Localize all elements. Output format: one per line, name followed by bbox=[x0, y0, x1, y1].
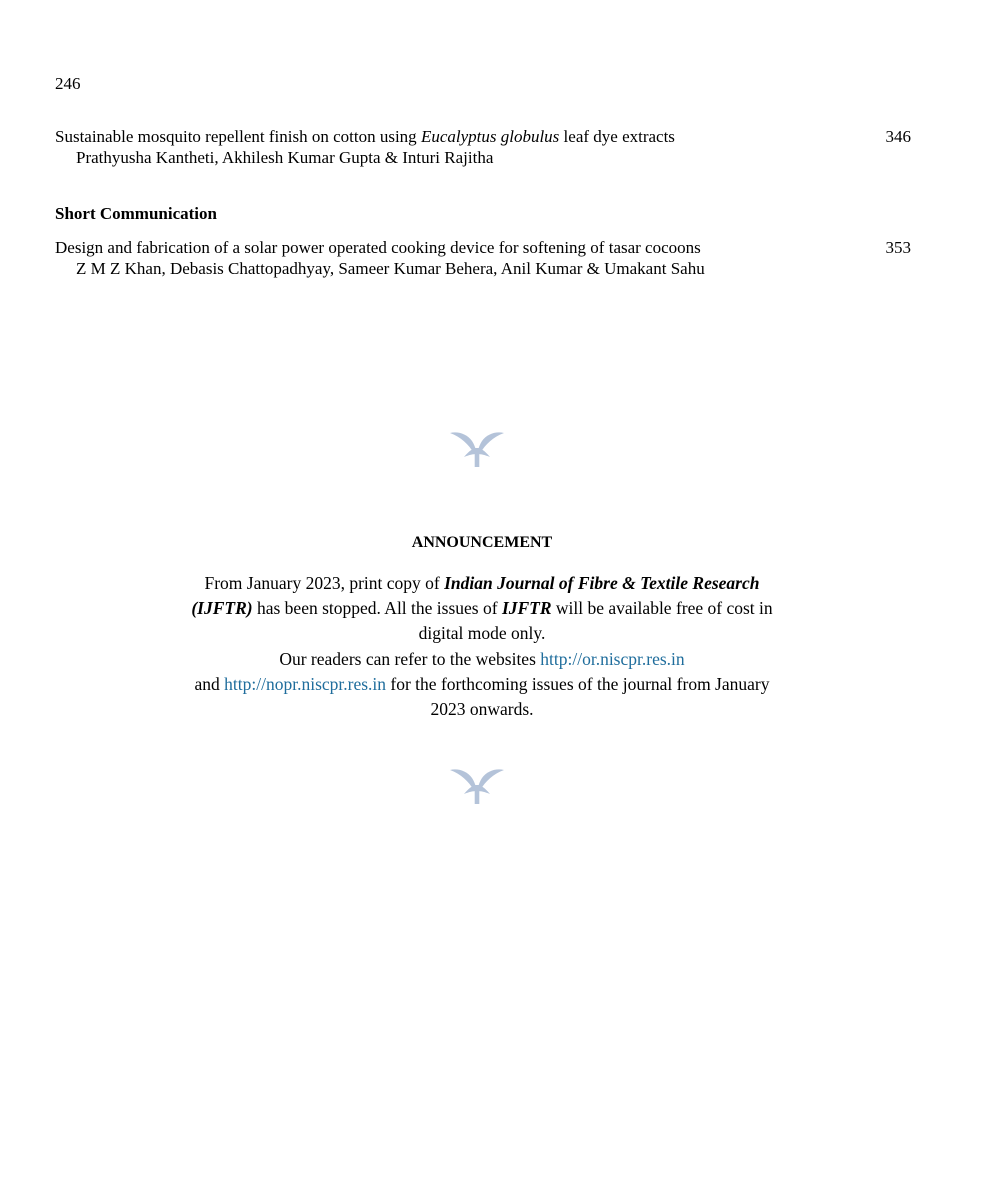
toc-entry-title-row bbox=[55, 126, 911, 147]
title-text: Sustainable mosquito repellent finish on cotton using bbox=[55, 127, 421, 146]
toc-entry-title bbox=[55, 126, 675, 147]
announcement-text: will be available free of cost in digital mode only. bbox=[418, 598, 773, 644]
announcement-text: From January 2023, print copy of bbox=[204, 573, 445, 593]
toc-entry-title: Design and fabrication of a solar power operated cooking device for softening of tasar cocoons bbox=[55, 238, 701, 257]
website-link-or[interactable]: http://or.niscpr.res.in bbox=[540, 648, 685, 669]
leaf-sprout-ornament-icon bbox=[450, 431, 504, 467]
page-number: 246 bbox=[55, 74, 81, 93]
announcement-text: Our readers can refer to the websites bbox=[279, 648, 541, 669]
species-name: Eucalyptus globulus bbox=[420, 127, 560, 146]
website-link-nopr[interactable]: http://nopr.niscpr.res.in bbox=[224, 673, 387, 694]
title-text: leaf dye extracts bbox=[559, 127, 675, 146]
announcement-text: has been stopped. All the issues of bbox=[252, 598, 502, 619]
toc-entry-authors: Prathyusha Kantheti, Akhilesh Kumar Gupta & Inturi Rajitha bbox=[76, 148, 494, 167]
toc-entry bbox=[55, 126, 911, 168]
announcement-text: for the forthcoming issues of the journal from January 2023 onwards. bbox=[386, 673, 770, 720]
leaf-sprout-ornament-icon bbox=[450, 768, 504, 804]
toc-entry-page: 353 bbox=[885, 238, 911, 257]
toc-entry-title-row bbox=[55, 237, 911, 258]
journal-abbrev: IJFTR bbox=[501, 598, 552, 619]
journal-name: Indian Journal of Fibre & Textile Research (IJFTR) bbox=[191, 573, 760, 619]
toc-entry bbox=[55, 237, 911, 279]
toc-entry-authors: Z M Z Khan, Debasis Chattopadhyay, Sameer Kumar Behera, Anil Kumar & Umakant Sahu bbox=[76, 259, 705, 278]
section-heading: Short Communication bbox=[55, 204, 217, 223]
announcement-text: and bbox=[194, 673, 225, 694]
announcement-title: ANNOUNCEMENT bbox=[411, 534, 553, 551]
toc-entry-page: 346 bbox=[885, 127, 911, 146]
announcement-body bbox=[190, 571, 774, 722]
